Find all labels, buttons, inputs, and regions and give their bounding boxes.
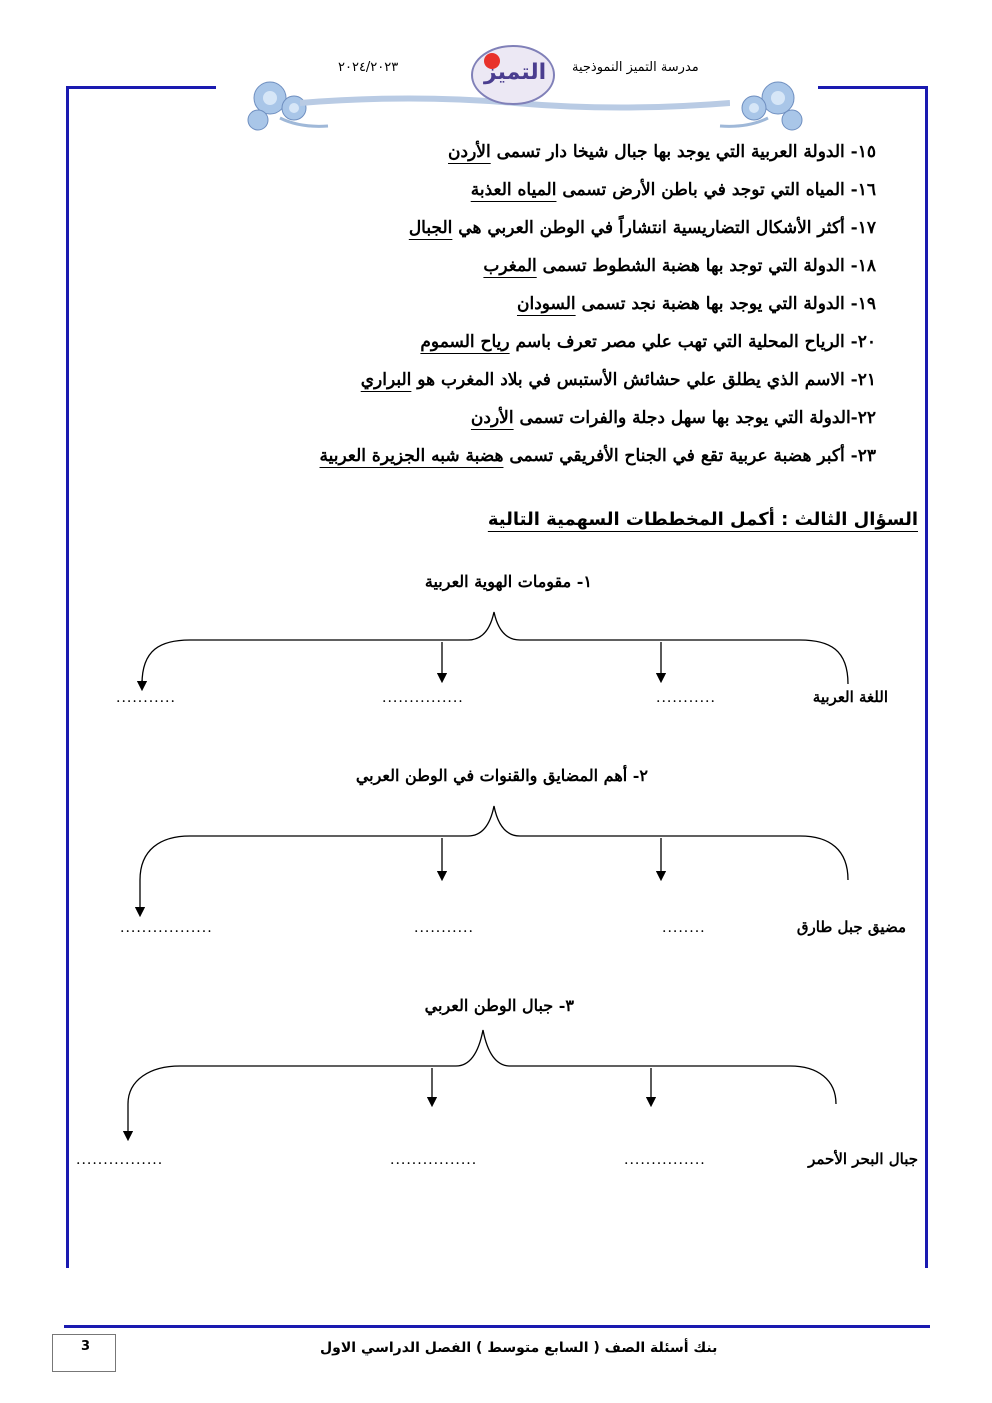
question-item: ١٨- الدولة التي توجد بها هضبة الشطوط تسمى المغرب	[483, 256, 876, 276]
footer-rule	[64, 1325, 930, 1328]
answer-text: السودان	[516, 294, 576, 314]
diagram-1-title: ١- مقومات الهوية العربية	[424, 572, 592, 591]
question-item: ١٧- أكثر الأشكال التضاريسية انتشاراً في الوطن العربي هي الجبال	[408, 218, 876, 238]
diagram-2-blank[interactable]: ...........	[414, 920, 474, 936]
diagram-1-leaf: اللغة العربية	[812, 688, 888, 706]
question-item: ١٥- الدولة العربية التي يوجد بها جبال شيخا دار تسمى الأردن	[448, 142, 876, 162]
diagram-1-blank[interactable]: ...............	[382, 690, 464, 706]
question-item: ٢٣- أكبر هضبة عربية تقع في الجناح الأفريقي تسمى هضبة شبه الجزيرة العربية	[319, 446, 876, 466]
footer-text: بنك أسئلة الصف ( السابع متوسط ) الفصل الدراسي الاول	[320, 1340, 718, 1356]
diagram-3-title: ٣- جبال الوطن العربي	[424, 996, 574, 1015]
diagram-3-leaf: جبال البحر الأحمر	[808, 1150, 918, 1168]
page-number-box	[52, 1334, 116, 1372]
diagram-1-blank[interactable]: ...........	[116, 690, 176, 706]
question-item: ١٩- الدولة التي يوجد بها هضبة نجد تسمى السودان	[516, 294, 876, 314]
answer-text: الأردن	[470, 408, 514, 428]
page-number: 3	[81, 1339, 91, 1354]
answer-text: المياه العذبة	[470, 180, 557, 200]
diagram-1-brace	[142, 612, 848, 686]
answer-text: الأردن	[448, 142, 491, 162]
diagram-2-brace	[140, 806, 848, 912]
academic-year: ٢٠٢٤/٢٠٢٣	[338, 60, 399, 75]
question-item: ٢١- الاسم الذي يطلق علي حشائش الأستبس في بلاد المغرب هو البراري	[360, 370, 876, 390]
question-item: ٢٢-الدولة التي يوجد بها سهل دجلة والفرات تسمى الأردن	[470, 408, 876, 428]
logo-text: التميز	[484, 60, 547, 85]
school-name: مدرسة التميز النموذجية	[572, 60, 699, 75]
answer-text: هضبة شبه الجزيرة العربية	[319, 446, 504, 466]
diagram-3-brace	[128, 1030, 836, 1136]
answer-text: المغرب	[483, 256, 537, 276]
diagram-2-blank[interactable]: .................	[120, 920, 213, 936]
question-item: ١٦- المياه التي توجد في باطن الأرض تسمى المياه العذبة	[470, 180, 876, 200]
diagram-3-blank[interactable]: ................	[390, 1152, 478, 1168]
answer-text: الجبال	[408, 218, 453, 238]
diagram-2-blank[interactable]: ........	[662, 920, 706, 936]
answer-text: رياح السموم	[420, 332, 510, 352]
question3-title: السؤال الثالث : أكمل المخططات السهمية التالية	[487, 509, 918, 530]
diagram-1-blank[interactable]: ...........	[656, 690, 716, 706]
diagram-3-blank[interactable]: ................	[76, 1152, 164, 1168]
diagram-2-leaf: مضيق جبل طارق	[796, 918, 906, 936]
answer-text: البراري	[360, 370, 412, 390]
diagram-3-blank[interactable]: ...............	[624, 1152, 706, 1168]
diagram-2-title: ٢- أهم المضايق والقنوات في الوطن العربي	[355, 766, 648, 785]
question-item: ٢٠- الرياح المحلية التي تهب علي مصر تعرف باسم رياح السموم	[420, 332, 876, 352]
